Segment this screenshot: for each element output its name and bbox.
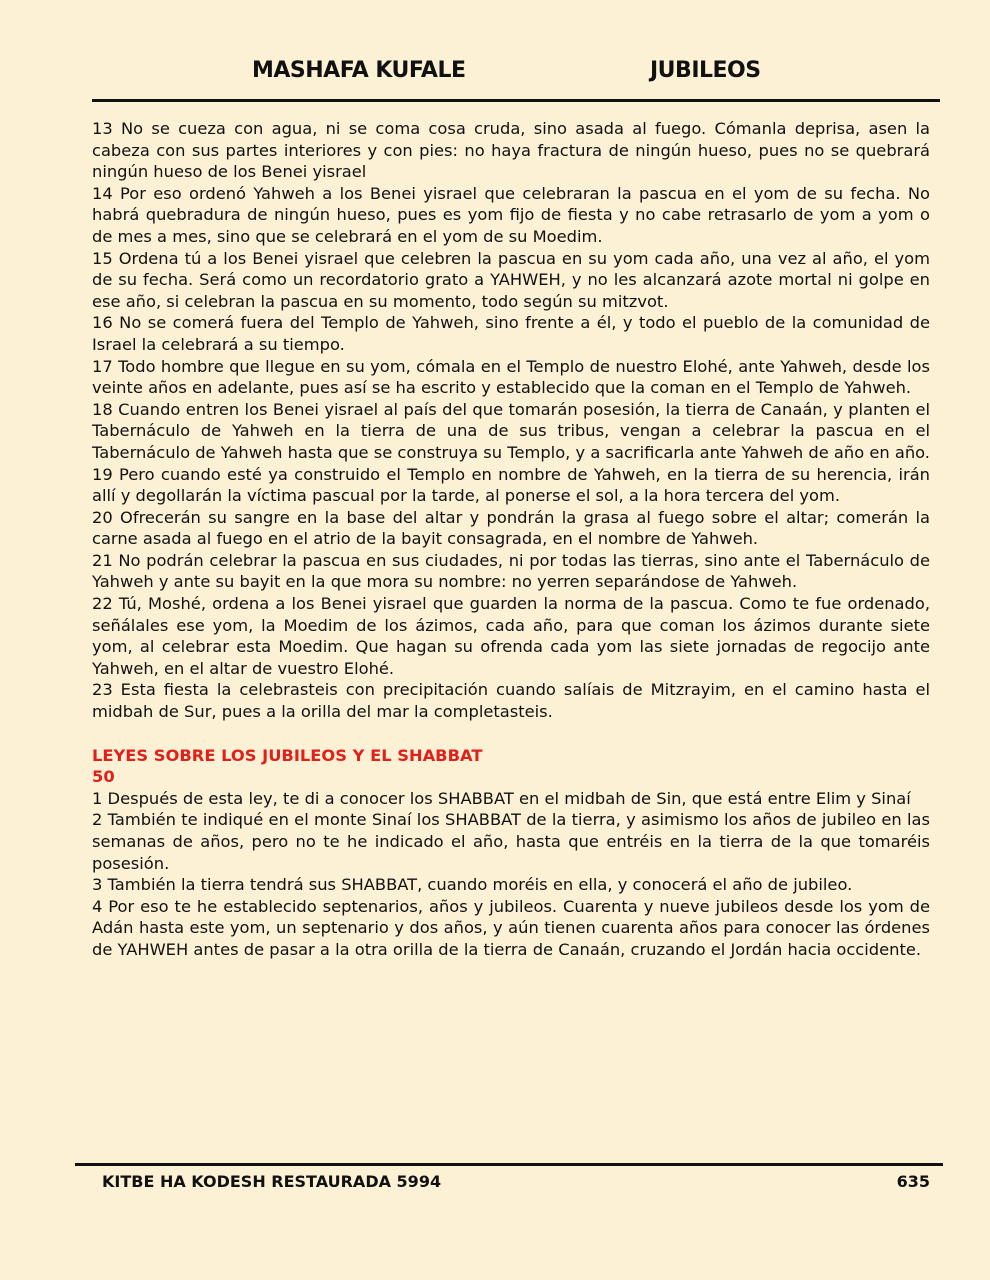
verse-paragraph: 21 No podrán celebrar la pascua en sus ciudades, ni por todas las tierras, sino ante el Tabernáculo de Yahweh y ante su bayit en la que mora su nombre: no yerren separándose de Yahweh.	[92, 550, 930, 592]
section-heading: LEYES SOBRE LOS JUBILEOS Y EL SHABBAT	[92, 745, 483, 765]
header-section-title: JUBILEOS	[650, 58, 761, 83]
chapter-number: 50	[92, 767, 115, 787]
verse-paragraph: 16 No se comerá fuera del Templo de Yahweh, sino frente a él, y todo el pueblo de la comunidad de Israel la celebrará a su tiempo.	[92, 313, 930, 354]
verse-paragraph: 22 Tú, Moshé, ordena a los Benei yisrael que guarden la norma de la pascua. Como te fue ordenado, señálales ese yom, la Moedim de los ázimos, cada año, para que coman los ázimos durante siete yom, al celebrar esta Moedim. Que hagan su ofrenda cada yom las siete jornadas de regocijo ante Yahweh, en el altar de vuestro Elohé.	[92, 594, 930, 678]
verse-paragraph: 17 Todo hombre que llegue en su yom, cómala en el Templo de nuestro Elohé, ante Yahweh, desde los veinte años en adelante, pues así se ha escrito y establecido que la coman en el Templo de Yahweh.	[92, 356, 930, 398]
verse-paragraph: 14 Por eso ordenó Yahweh a los Benei yisrael que celebraran la pascua en el yom de su fecha. No habrá quebradura de ningún hueso, pues es yom fijo de fiesta y no cabe retrasarlo de yom a yom o de mes a mes, sino que se celebrará en el yom de su Moedim.	[92, 183, 930, 246]
verse-paragraph: 18 Cuando entren los Benei yisrael al país del que tomarán posesión, la tierra de Canaán, y planten el Tabernáculo de Yahweh en la tierra de una de sus tribus, vengan a celebrar la pascua en el Tabernáculo de Yahweh hasta que se construya su Templo, y a sacrificarla ante Yahweh de año en año. 19 Pero cuando esté ya construido el Templo en nombre de Yahweh, en la tierra de su herencia, irán allí y degollarán la víctima pascual por la tarde, al ponerse el sol, a la hora tercera del yom.	[92, 399, 930, 506]
page-number: 635	[896, 1172, 930, 1191]
footer-publication-title: KITBE HA KODESH RESTAURADA 5994	[102, 1172, 442, 1191]
section-spacer	[92, 723, 930, 745]
verse-paragraph: 3 También la tierra tendrá sus SHABBAT, cuando moréis en ella, y conocerá el año de jubileo.	[92, 875, 853, 895]
verse-paragraph: 2 También te indiqué en el monte Sinaí los SHABBAT de la tierra, y asimismo los años de jubileo en las semanas de años, pero no te he indicado el año, hasta que entréis en la tierra de la que tomaréis posesión.	[92, 810, 930, 873]
page-body	[92, 118, 930, 961]
verse-paragraph: 20 Ofrecerán su sangre en la base del altar y pondrán la grasa al fuego sobre el altar; comerán la carne asada al fuego en el atrio de la bayit consagrada, en el nombre de Yahweh.	[92, 507, 930, 549]
header-divider	[92, 99, 940, 102]
verse-paragraph: 15 Ordena tú a los Benei yisrael que celebren la pascua en su yom cada año, una vez al año, el yom de su fecha. Será como un recordatorio grato a YAHWEH, y no les alcanzará azote mortal ni golpe en ese año, si celebran la pascua en su momento, todo según su mitzvot.	[92, 248, 930, 311]
verse-paragraph: 13 No se cueza con agua, ni se coma cosa cruda, sino asada al fuego. Cómanla deprisa, asen la cabeza con sus partes interiores y con pies: no haya fractura de ningún hueso, pues no se quebrará ningún hueso de los Benei yisrael	[92, 119, 930, 182]
verse-paragraph: 1 Después de esta ley, te di a conocer los SHABBAT en el midbah de Sin, que está entre Elim y Sinaí	[92, 788, 911, 808]
verse-paragraph: 23 Esta fiesta la celebrasteis con precipitación cuando salíais de Mitzrayim, en el camino hasta el midbah de Sur, pues a la orilla del mar la completasteis.	[92, 680, 930, 722]
header-book-title: MASHAFA KUFALE	[252, 58, 466, 83]
verse-paragraph: 4 Por eso te he establecido septenarios, años y jubileos. Cuarenta y nueve jubileos desde los yom de Adán hasta este yom, un septenario y dos años, y aún tienen cuarenta años para conocer las órdenes de YAHWEH antes de pasar a la otra orilla de la tierra de Canaán, cruzando el Jordán hacia occidente.	[92, 896, 930, 959]
running-header	[92, 58, 940, 94]
footer-divider	[75, 1163, 943, 1166]
